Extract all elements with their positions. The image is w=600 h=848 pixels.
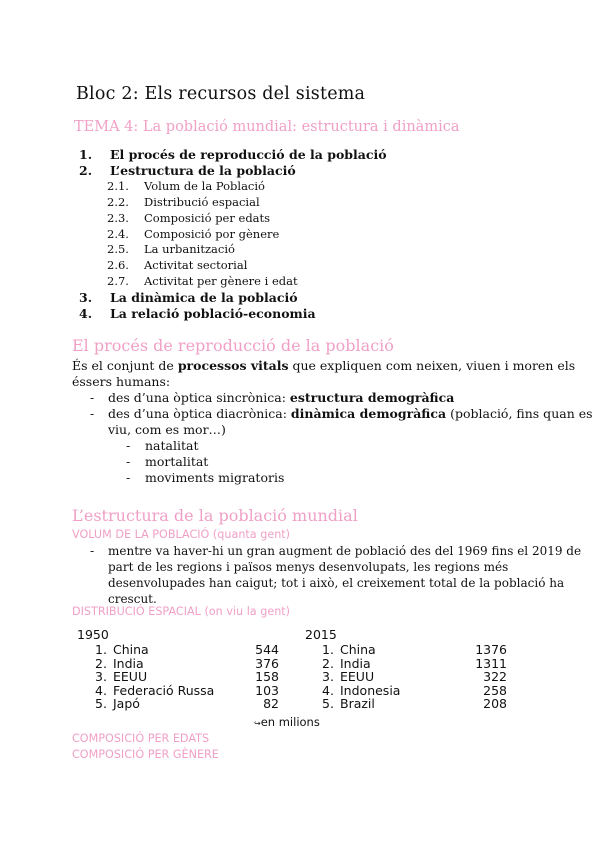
toc-item-number: 2.1. — [107, 178, 129, 193]
toc-item-label: La relació població-economia — [110, 306, 316, 321]
toc-item-number: 2.3. — [107, 210, 129, 225]
country-name: China — [113, 642, 149, 657]
population-value: 322 — [483, 669, 507, 684]
tema-title: TEMA 4: La població mundial: estructura i dinàmica — [74, 119, 460, 135]
subitem: natalitat — [145, 438, 199, 453]
bullet-sincronica: des d’una òptica sincrònica: estructura demogràfica — [108, 390, 455, 405]
genere-heading: COMPOSICIÓ PER GÈNERE — [72, 748, 219, 761]
toc-item — [0, 306, 600, 322]
bullet-dash: - — [126, 438, 131, 453]
year-1950: 1950 — [77, 627, 109, 642]
toc-item-number: 2. — [79, 162, 93, 178]
population-value: 376 — [255, 655, 279, 671]
population-value: 103 — [255, 682, 279, 698]
row-number: 2. — [322, 655, 334, 671]
country-name: India — [113, 655, 144, 671]
volum-text-line: crescut. — [108, 592, 157, 606]
population-value: 258 — [483, 682, 507, 698]
toc-item-number: 1. — [79, 147, 93, 162]
bullet-diacronica-line2: viu, com es mor…) — [108, 422, 226, 437]
bullet-dash: - — [90, 406, 95, 421]
bullet-diacronica: des d’una òptica diacrònica: dinàmica demogràfica (població, fins quan es — [108, 406, 593, 421]
bloc-title: Bloc 2: Els recursos del sistema — [76, 84, 366, 104]
toc-item-label: La urbanització — [144, 242, 235, 257]
toc-item-label: Composició per edats — [144, 210, 271, 225]
section1-intro-line2: éssers humans: — [72, 374, 171, 389]
year-2015: 2015 — [305, 627, 337, 642]
toc-item-number: 4. — [79, 306, 93, 321]
toc-item-label: La dinàmica de la població — [110, 290, 298, 306]
country-name: Japó — [113, 696, 140, 711]
volum-heading: VOLUM DE LA POBLACIÓ (quanta gent) — [72, 528, 291, 541]
volum-text-line: part de les regions i països menys desenvolupats, les regions més — [108, 560, 509, 574]
edats-heading: COMPOSICIÓ PER EDATS — [72, 732, 210, 745]
volum-text-line: desenvolupades han caigut; tot i això, el creixement total de la població ha — [108, 576, 565, 590]
country-name: EEUU — [340, 669, 375, 684]
row-number: 1. — [322, 642, 334, 657]
row-number: 2. — [95, 655, 107, 671]
row-number: 3. — [322, 669, 334, 684]
toc-item-number: 2.5. — [107, 242, 129, 257]
section1-title: El procés de reproducció de la població — [72, 336, 394, 355]
country-name: Indonesia — [340, 682, 401, 698]
row-number: 4. — [322, 682, 334, 698]
country-name: Federació Russa — [113, 682, 215, 698]
toc-item — [0, 211, 600, 227]
subitem: moviments migratoris — [145, 470, 285, 485]
country-name: EEUU — [113, 669, 148, 684]
toc-item — [0, 290, 600, 306]
toc-item-number: 2.2. — [107, 194, 129, 209]
bullet-dash: - — [126, 454, 131, 469]
row-number: 5. — [95, 696, 107, 711]
distribucio-heading: DISTRIBUCIÓ ESPACIAL (on viu la gent) — [72, 605, 291, 618]
toc-item-label: Activitat sectorial — [144, 258, 248, 273]
population-value: 1376 — [475, 642, 507, 657]
population-value: 158 — [255, 669, 279, 684]
row-number: 3. — [95, 669, 107, 684]
toc-item-number: 2.7. — [107, 274, 129, 289]
subitem: mortalitat — [145, 454, 209, 469]
row-number: 5. — [322, 696, 334, 711]
toc-item — [0, 195, 600, 211]
toc-item-label: Composició por gènere — [144, 226, 280, 241]
toc-item — [0, 258, 600, 274]
population-value: 1311 — [475, 655, 507, 671]
bullet-dash: - — [126, 470, 131, 485]
toc-item-label: Volum de la Població — [144, 178, 265, 193]
row-number: 4. — [95, 682, 107, 698]
section2-title: L’estructura de la població mundial — [72, 506, 358, 525]
toc-item-label: L’estructura de la població — [110, 162, 296, 178]
toc-item-label: Activitat per gènere i edat — [144, 274, 298, 289]
toc-item — [0, 242, 600, 258]
toc-item-number: 2.6. — [107, 258, 129, 273]
volum-text-line: mentre va haver-hi un gran augment de població des del 1969 fins el 2019 de — [108, 544, 582, 558]
unit-note: ↪en milions — [254, 715, 320, 729]
toc-item — [0, 163, 600, 179]
toc-item-number: 2.4. — [107, 226, 129, 241]
toc-item — [0, 274, 600, 290]
row-number: 1. — [95, 642, 107, 657]
toc-item — [0, 147, 600, 163]
intro-bold: processos vitals — [177, 358, 289, 373]
section1-intro: És el conjunt de processos vitals que expliquen com neixen, viuen i moren els — [72, 358, 576, 373]
country-name: India — [340, 655, 371, 671]
population-value: 208 — [483, 696, 507, 711]
country-name: Brazil — [340, 696, 375, 711]
arrow-icon: ↪ — [254, 719, 261, 728]
bullet-dash: - — [90, 543, 95, 558]
population-value: 82 — [263, 696, 279, 711]
toc-item-number: 3. — [79, 290, 93, 306]
population-value: 544 — [255, 642, 279, 657]
bullet-dash: - — [90, 390, 95, 405]
toc-item-label: Distribució espacial — [144, 194, 260, 209]
toc-item — [0, 179, 600, 195]
toc-item-label: El procés de reproducció de la població — [110, 147, 387, 162]
toc-item — [0, 227, 600, 243]
country-name: China — [340, 642, 376, 657]
